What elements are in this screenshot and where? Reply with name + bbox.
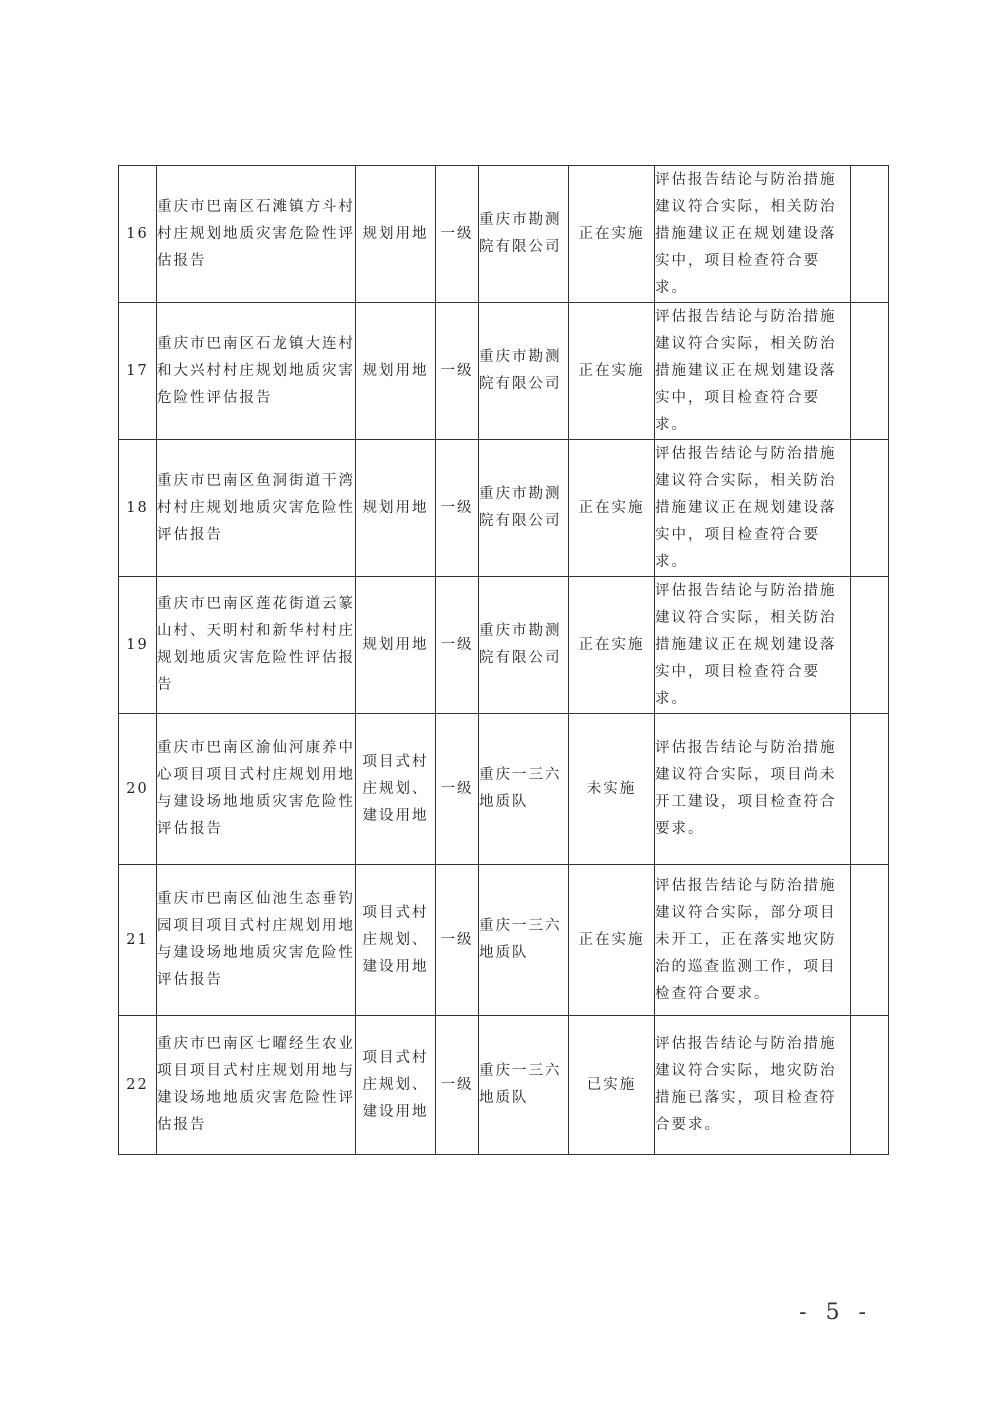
table-row: [119, 303, 889, 440]
remark: [851, 714, 889, 865]
implementation-status: 正在实施: [569, 303, 655, 440]
assessment-org: 重庆市勘测院有限公司: [479, 440, 569, 577]
row-number: 17: [119, 303, 157, 440]
table-row: [119, 865, 889, 1016]
row-number: 20: [119, 714, 157, 865]
assessment-level: 一级: [436, 440, 479, 577]
row-number: 18: [119, 440, 157, 577]
report-name: 重庆市巴南区石龙镇大连村和大兴村村庄规划地质灾害危险性评估报告: [157, 303, 356, 440]
assessment-org: 重庆市勘测院有限公司: [479, 577, 569, 714]
row-number: 22: [119, 1016, 157, 1155]
inspection-conclusion: 评估报告结论与防治措施建议符合实际，相关防治措施建议正在规划建设落实中，项目检查符合要求。: [655, 166, 851, 303]
land-type: 规划用地: [356, 440, 436, 577]
table-row: [119, 577, 889, 714]
remark: [851, 1016, 889, 1155]
table-row: [119, 440, 889, 577]
assessment-org: 重庆一三六地质队: [479, 714, 569, 865]
report-name: 重庆市巴南区石滩镇方斗村村庄规划地质灾害危险性评估报告: [157, 166, 356, 303]
report-name: 重庆市巴南区七曜经生农业项目项目式村庄规划用地与建设场地地质灾害危险性评估报告: [157, 1016, 356, 1155]
row-number: 19: [119, 577, 157, 714]
implementation-status: 已实施: [569, 1016, 655, 1155]
report-name: 重庆市巴南区莲花街道云篆山村、天明村和新华村村庄规划地质灾害危险性评估报告: [157, 577, 356, 714]
implementation-status: 正在实施: [569, 865, 655, 1016]
assessment-level: 一级: [436, 303, 479, 440]
assessment-level: 一级: [436, 577, 479, 714]
inspection-conclusion: 评估报告结论与防治措施建议符合实际，相关防治措施建议正在规划建设落实中，项目检查符合要求。: [655, 440, 851, 577]
report-name: 重庆市巴南区鱼洞街道干湾村村庄规划地质灾害危险性评估报告: [157, 440, 356, 577]
assessment-report-table: [118, 165, 889, 1155]
inspection-conclusion: 评估报告结论与防治措施建议符合实际，部分项目未开工，正在落实地灾防治的巡查监测工作，项目检查符合要求。: [655, 865, 851, 1016]
inspection-conclusion: 评估报告结论与防治措施建议符合实际，项目尚未开工建设，项目检查符合要求。: [655, 714, 851, 865]
page-number: - 5 -: [799, 1300, 872, 1325]
inspection-conclusion: 评估报告结论与防治措施建议符合实际，相关防治措施建议正在规划建设落实中，项目检查符合要求。: [655, 303, 851, 440]
land-type: 规划用地: [356, 303, 436, 440]
land-type: 规划用地: [356, 577, 436, 714]
row-number: 16: [119, 166, 157, 303]
implementation-status: 未实施: [569, 714, 655, 865]
assessment-level: 一级: [436, 714, 479, 865]
assessment-org: 重庆市勘测院有限公司: [479, 303, 569, 440]
report-name: 重庆市巴南区渝仙河康养中心项目项目式村庄规划用地与建设场地地质灾害危险性评估报告: [157, 714, 356, 865]
implementation-status: 正在实施: [569, 440, 655, 577]
assessment-org: 重庆一三六地质队: [479, 865, 569, 1016]
table-row: [119, 714, 889, 865]
table-row: [119, 166, 889, 303]
row-number: 21: [119, 865, 157, 1016]
inspection-conclusion: 评估报告结论与防治措施建议符合实际，相关防治措施建议正在规划建设落实中，项目检查符合要求。: [655, 577, 851, 714]
inspection-conclusion: 评估报告结论与防治措施建议符合实际，地灾防治措施已落实，项目检查符合要求。: [655, 1016, 851, 1155]
remark: [851, 166, 889, 303]
report-name: 重庆市巴南区仙池生态垂钓园项目项目式村庄规划用地与建设场地地质灾害危险性评估报告: [157, 865, 356, 1016]
land-type: 项目式村庄规划、建设用地: [356, 1016, 436, 1155]
implementation-status: 正在实施: [569, 577, 655, 714]
land-type: 规划用地: [356, 166, 436, 303]
land-type: 项目式村庄规划、建设用地: [356, 865, 436, 1016]
remark: [851, 303, 889, 440]
land-type: 项目式村庄规划、建设用地: [356, 714, 436, 865]
table-row: [119, 1016, 889, 1155]
remark: [851, 577, 889, 714]
remark: [851, 865, 889, 1016]
assessment-org: 重庆一三六地质队: [479, 1016, 569, 1155]
implementation-status: 正在实施: [569, 166, 655, 303]
assessment-level: 一级: [436, 1016, 479, 1155]
remark: [851, 440, 889, 577]
assessment-level: 一级: [436, 166, 479, 303]
assessment-org: 重庆市勘测院有限公司: [479, 166, 569, 303]
assessment-level: 一级: [436, 865, 479, 1016]
